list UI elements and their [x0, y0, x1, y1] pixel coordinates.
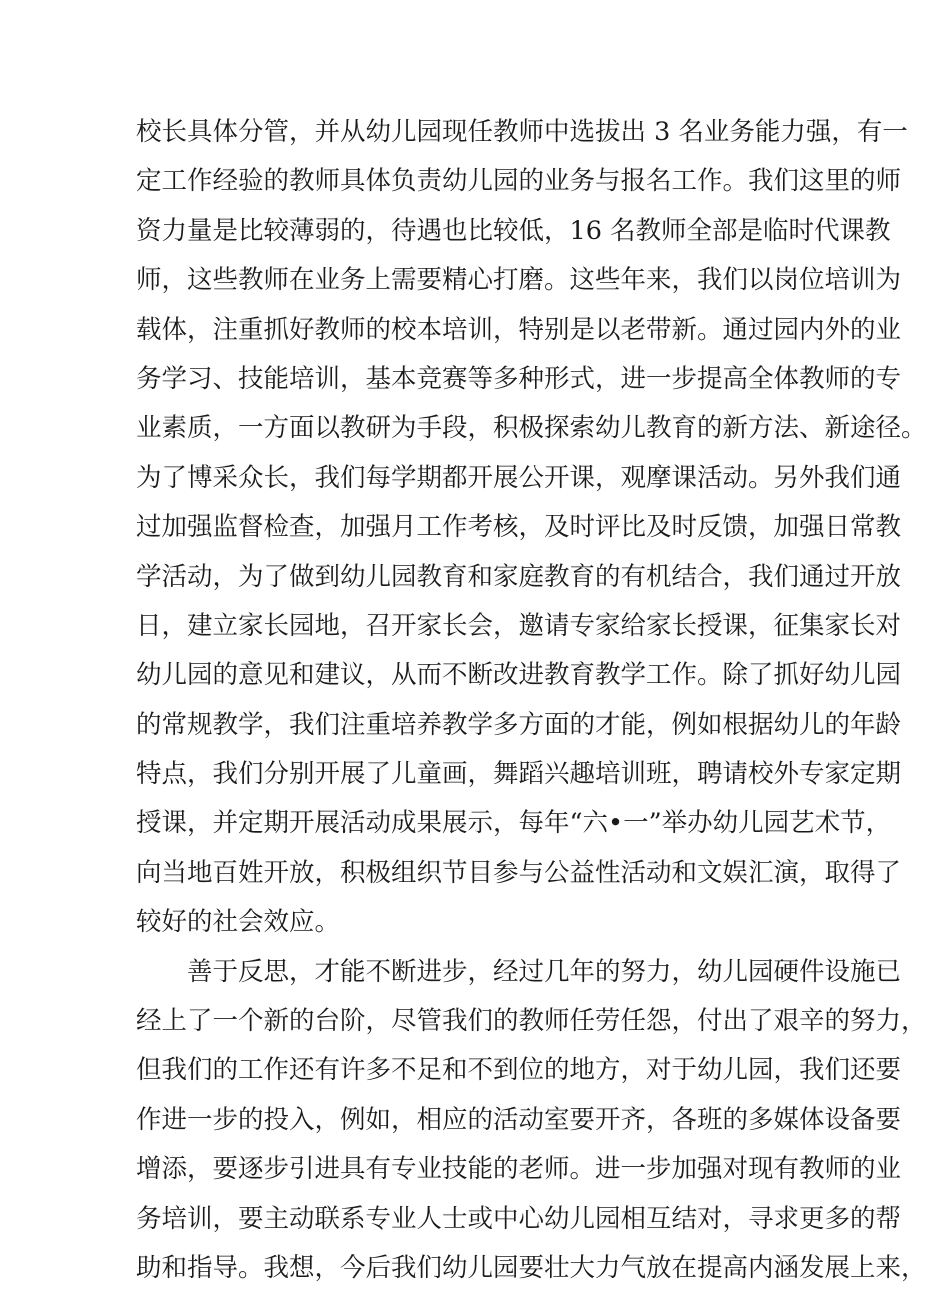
- text-line: 日，建立家长园地，召开家长会，邀请专家给家长授课，征集家长对: [136, 610, 902, 641]
- text-line: 向当地百姓开放，积极组织节目参与公益性活动和文娱汇演，取得了: [136, 857, 902, 888]
- text-line: 但我们的工作还有许多不足和不到位的地方，对于幼儿园，我们还要: [136, 1055, 902, 1086]
- text-line: 授课，并定期开展活动成果展示，每年“六•一”举办幼儿园艺术节，: [136, 808, 892, 839]
- paragraph-1: [136, 108, 927, 948]
- text-line: 的常规教学，我们注重培养教学多方面的才能，例如根据幼儿的年龄: [136, 709, 902, 740]
- text-line: 载体，注重抓好教师的校本培训，特别是以老带新。通过园内外的业: [136, 314, 902, 345]
- text-line: 务培训，要主动联系专业人士或中心幼儿园相互结对，寻求更多的帮: [136, 1203, 902, 1234]
- text-line: 较好的社会效应。: [136, 907, 341, 938]
- text-line: 增添，要逐步引进具有专业技能的老师。进一步加强对现有教师的业: [136, 1154, 902, 1185]
- text-line: 幼儿园的意见和建议，从而不断改进教育教学工作。除了抓好幼儿园: [136, 660, 902, 691]
- text-line: 学活动，为了做到幼儿园教育和家庭教育的有机结合，我们通过开放: [136, 561, 902, 592]
- text-line: 经上了一个新的台阶，尽管我们的教师任劳任怨，付出了艰辛的努力，: [136, 1006, 927, 1037]
- text-line: 过加强监督检查，加强月工作考核，及时评比及时反馈，加强日常教: [136, 512, 902, 543]
- text-line: 务学习、技能培训，基本竞赛等多种形式，进一步提高全体教师的专: [136, 363, 902, 394]
- text-line: 作进一步的投入，例如，相应的活动室要开齐，各班的多媒体设备要: [136, 1104, 902, 1135]
- text-line: 善于反思，才能不断进步，经过几年的努力，幼儿园硬件设施已: [136, 956, 902, 987]
- text-line: 特点，我们分别开展了儿童画，舞蹈兴趣培训班，聘请校外专家定期: [136, 759, 902, 790]
- text-line: 校长具体分管，并从幼儿园现任教师中选拔出 3 名业务能力强，有一: [136, 117, 908, 147]
- text-line: 助和指导。我想，今后我们幼儿园要壮大力气放在提高内涵发展上来，: [136, 1252, 927, 1283]
- text-line: 师，这些教师在业务上需要精心打磨。这些年来，我们以岗位培训为: [136, 265, 902, 296]
- document-page: [136, 108, 927, 1293]
- text-line: 为了博采众长，我们每学期都开展公开课，观摩课活动。另外我们通: [136, 462, 902, 493]
- text-line: 业素质，一方面以教研为手段，积极探索幼儿教育的新方法、新途径。: [136, 413, 927, 444]
- paragraph-2: [136, 948, 927, 1294]
- text-line: 资力量是比较薄弱的，待遇也比较低，16 名教师全部是临时代课教: [136, 215, 891, 246]
- text-line: 定工作经验的教师具体负责幼儿园的业务与报名工作。我们这里的师: [136, 166, 902, 197]
